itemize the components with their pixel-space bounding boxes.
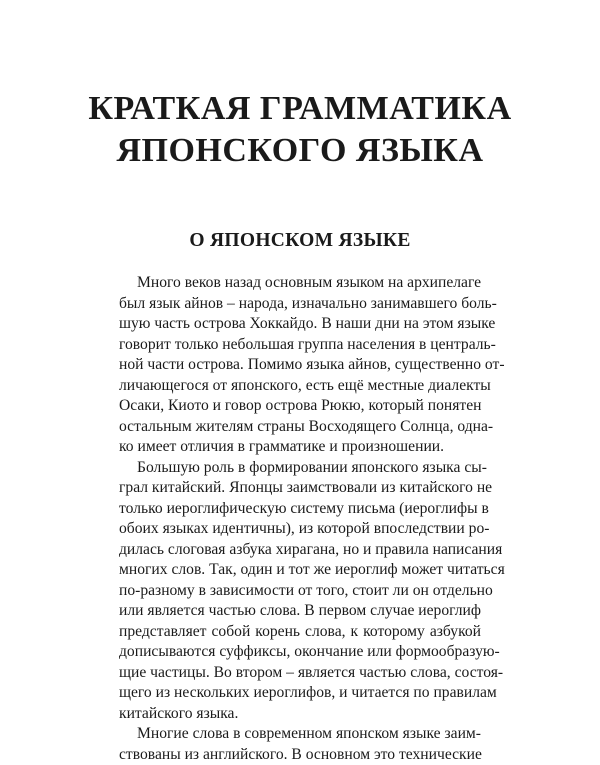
text-line: Многие слова в современном японском языке заим- [119,724,481,745]
section-heading: О ЯПОНСКОМ ЯЗЫКЕ [0,228,600,254]
text-line: или является частью слова. В первом случае иероглиф [119,601,481,622]
text-line: говорит только небольшая группа населения в централь- [119,335,481,356]
text-line: Большую роль в формировании японского языка сы- [119,458,481,479]
chapter-title-line: КРАТКАЯ ГРАММАТИКА [0,88,600,130]
text-line: многих слов. Так, один и тот же иероглиф может читаться [119,560,481,581]
text-line: по-разному в зависимости от того, стоит ли он отдельно [119,581,481,602]
body-text [119,273,481,765]
text-line: ствованы из английского. В основном это технические [119,745,481,765]
text-line: китайского языка. [119,704,481,725]
text-line: Много веков назад основным языком на архипелаге [119,273,481,294]
text-line: Осаки, Киото и говор острова Рюкю, который понятен [119,396,481,417]
text-line: обоих языках идентичны), из которой впоследствии ро- [119,519,481,540]
text-line: остальным жителям страны Восходящего Солнца, одна- [119,417,481,438]
text-line: дилась слоговая азбука хирагана, но и правила написания [119,540,481,561]
text-line: щие частицы. Во втором – является частью слова, состоя- [119,663,481,684]
text-line: щего из нескольких иероглифов, и читается по правилам [119,683,481,704]
text-line: представляет собой корень слова, к которому азбукой [119,622,481,643]
text-line: шую часть острова Хоккайдо. В наши дни на этом языке [119,314,481,335]
text-line: ной части острова. Помимо языка айнов, существенно от- [119,355,481,376]
text-line: дописываются суффиксы, окончание или формообразую- [119,642,481,663]
text-line: ко имеет отличия в грамматике и произношении. [119,437,481,458]
text-line: грал китайский. Японцы заимствовали из китайского не [119,478,481,499]
chapter-title-line: ЯПОНСКОГО ЯЗЫКА [0,130,600,172]
text-line: был язык айнов – народа, изначально занимавшего боль- [119,294,481,315]
chapter-title [0,88,600,172]
text-line: только иероглифическую систему письма (иероглифы в [119,499,481,520]
text-line: личающегося от японского, есть ещё местные диалекты [119,376,481,397]
